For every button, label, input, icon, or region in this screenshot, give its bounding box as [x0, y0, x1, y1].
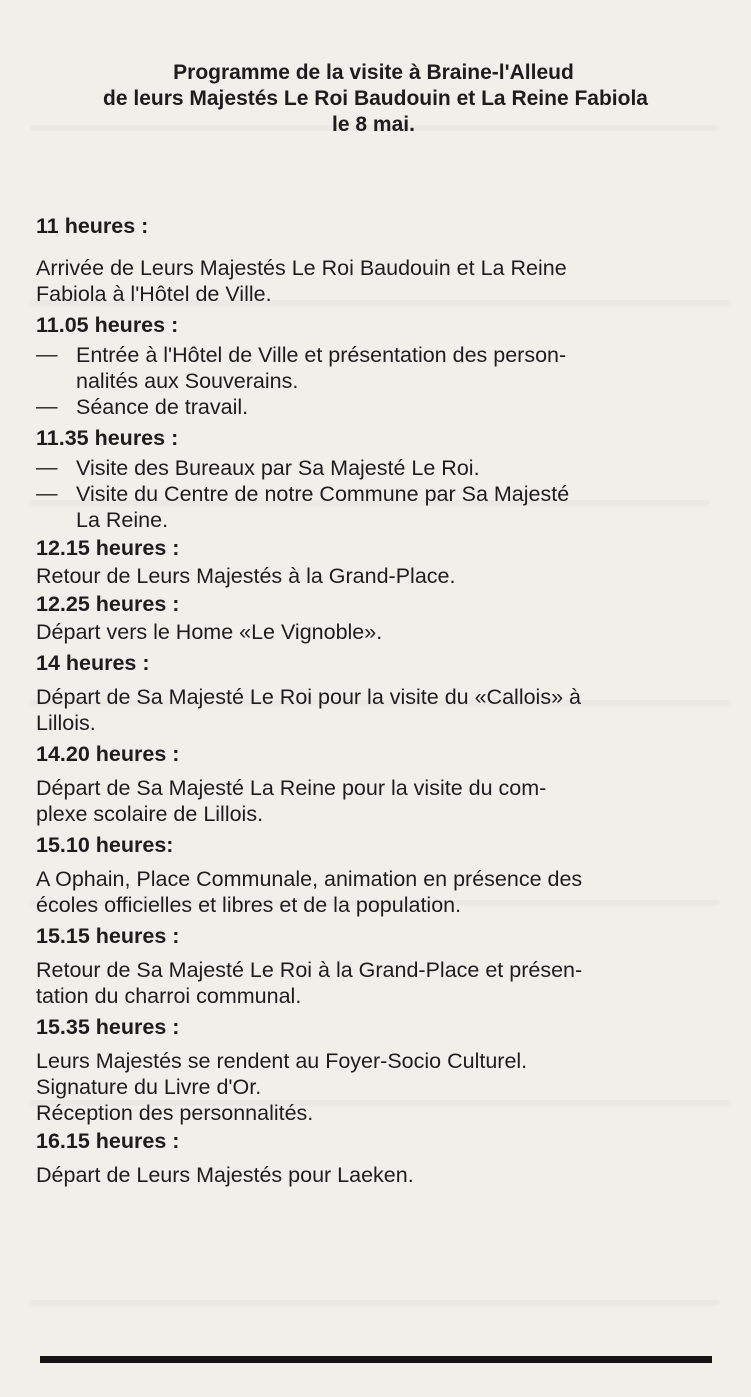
slot-text-line: Fabiola à l'Hôtel de Ville.	[36, 282, 272, 306]
programme-header	[0, 60, 751, 138]
slot-text-line: Retour de Leurs Majestés à la Grand-Place.	[36, 564, 456, 588]
schedule-slot	[36, 211, 726, 307]
schedule-slot	[36, 589, 726, 645]
dash-bullet: —	[36, 481, 58, 505]
schedule-slot	[36, 921, 726, 1009]
slot-time: 14.20 heures :	[36, 742, 180, 766]
slot-time: 12.15 heures :	[36, 536, 180, 560]
schedule-slot	[36, 739, 726, 827]
item-text-line: nalités aux Souverains.	[76, 369, 299, 393]
slot-text-line: Départ de Sa Majesté Le Roi pour la visite du «Callois» à	[36, 685, 581, 709]
slot-text-line: Départ de Leurs Majestés pour Laeken.	[36, 1163, 414, 1187]
item-text-line: Entrée à l'Hôtel de Ville et présentation des person-	[76, 343, 567, 367]
slot-text-line: Retour de Sa Majesté Le Roi à la Grand-Place et présen-	[36, 958, 583, 982]
slot-time: 11.35 heures :	[36, 426, 179, 450]
slot-time: 15.10 heures:	[36, 833, 174, 857]
schedule-slot	[36, 1012, 726, 1126]
slot-text-line: Lillois.	[36, 711, 96, 735]
slot-text-line: Départ vers le Home «Le Vignoble».	[36, 620, 383, 644]
slot-text-line: Arrivée de Leurs Majestés Le Roi Baudouin et La Reine	[36, 256, 567, 280]
slot-time: 15.35 heures :	[36, 1015, 180, 1039]
header-line-3: le 8 mai.	[332, 113, 415, 136]
header-line-1: Programme de la visite à Braine-l'Alleud	[173, 61, 574, 84]
slot-text-line: A Ophain, Place Communale, animation en présence des	[36, 867, 583, 891]
schedule-list	[36, 211, 726, 1188]
slot-text-line: Signature du Livre d'Or.	[36, 1075, 262, 1099]
dash-bullet: —	[36, 342, 58, 366]
schedule-slot	[36, 1126, 726, 1188]
dash-bullet: —	[36, 394, 58, 418]
item-text-line: Séance de travail.	[76, 395, 249, 419]
item-text-line: Visite du Centre de notre Commune par Sa Majesté	[76, 482, 570, 506]
schedule-slot	[36, 310, 726, 420]
slot-text-line: plexe scolaire de Lillois.	[36, 802, 264, 826]
slot-text-line: Leurs Majestés se rendent au Foyer-Socio Culturel.	[36, 1049, 528, 1073]
schedule-slot	[36, 533, 726, 589]
list-item	[36, 481, 726, 533]
slot-time: 15.15 heures :	[36, 924, 180, 948]
slot-text-line: tation du charroi communal.	[36, 984, 302, 1008]
slot-time: 14 heures :	[36, 651, 150, 675]
dash-bullet: —	[36, 455, 58, 479]
schedule-slot	[36, 648, 726, 736]
slot-time: 11.05 heures :	[36, 313, 179, 337]
list-item	[36, 455, 726, 481]
schedule-slot	[36, 423, 726, 533]
slot-time: 11 heures :	[36, 214, 149, 238]
slot-time: 16.15 heures :	[36, 1129, 180, 1153]
slot-text-line: Réception des personnalités.	[36, 1101, 314, 1125]
item-text-line: Visite des Bureaux par Sa Majesté Le Roi.	[76, 456, 480, 480]
header-line-2: de leurs Majestés Le Roi Baudouin et La Reine Fabiola	[103, 87, 648, 110]
slot-text-line: Départ de Sa Majesté La Reine pour la visite du com-	[36, 776, 547, 800]
item-text-line: La Reine.	[76, 508, 169, 532]
bottom-rule	[40, 1356, 712, 1363]
list-item	[36, 394, 726, 420]
list-item	[36, 342, 726, 394]
slot-text-line: écoles officielles et libres et de la population.	[36, 893, 462, 917]
schedule-slot	[36, 830, 726, 918]
slot-time: 12.25 heures :	[36, 592, 180, 616]
